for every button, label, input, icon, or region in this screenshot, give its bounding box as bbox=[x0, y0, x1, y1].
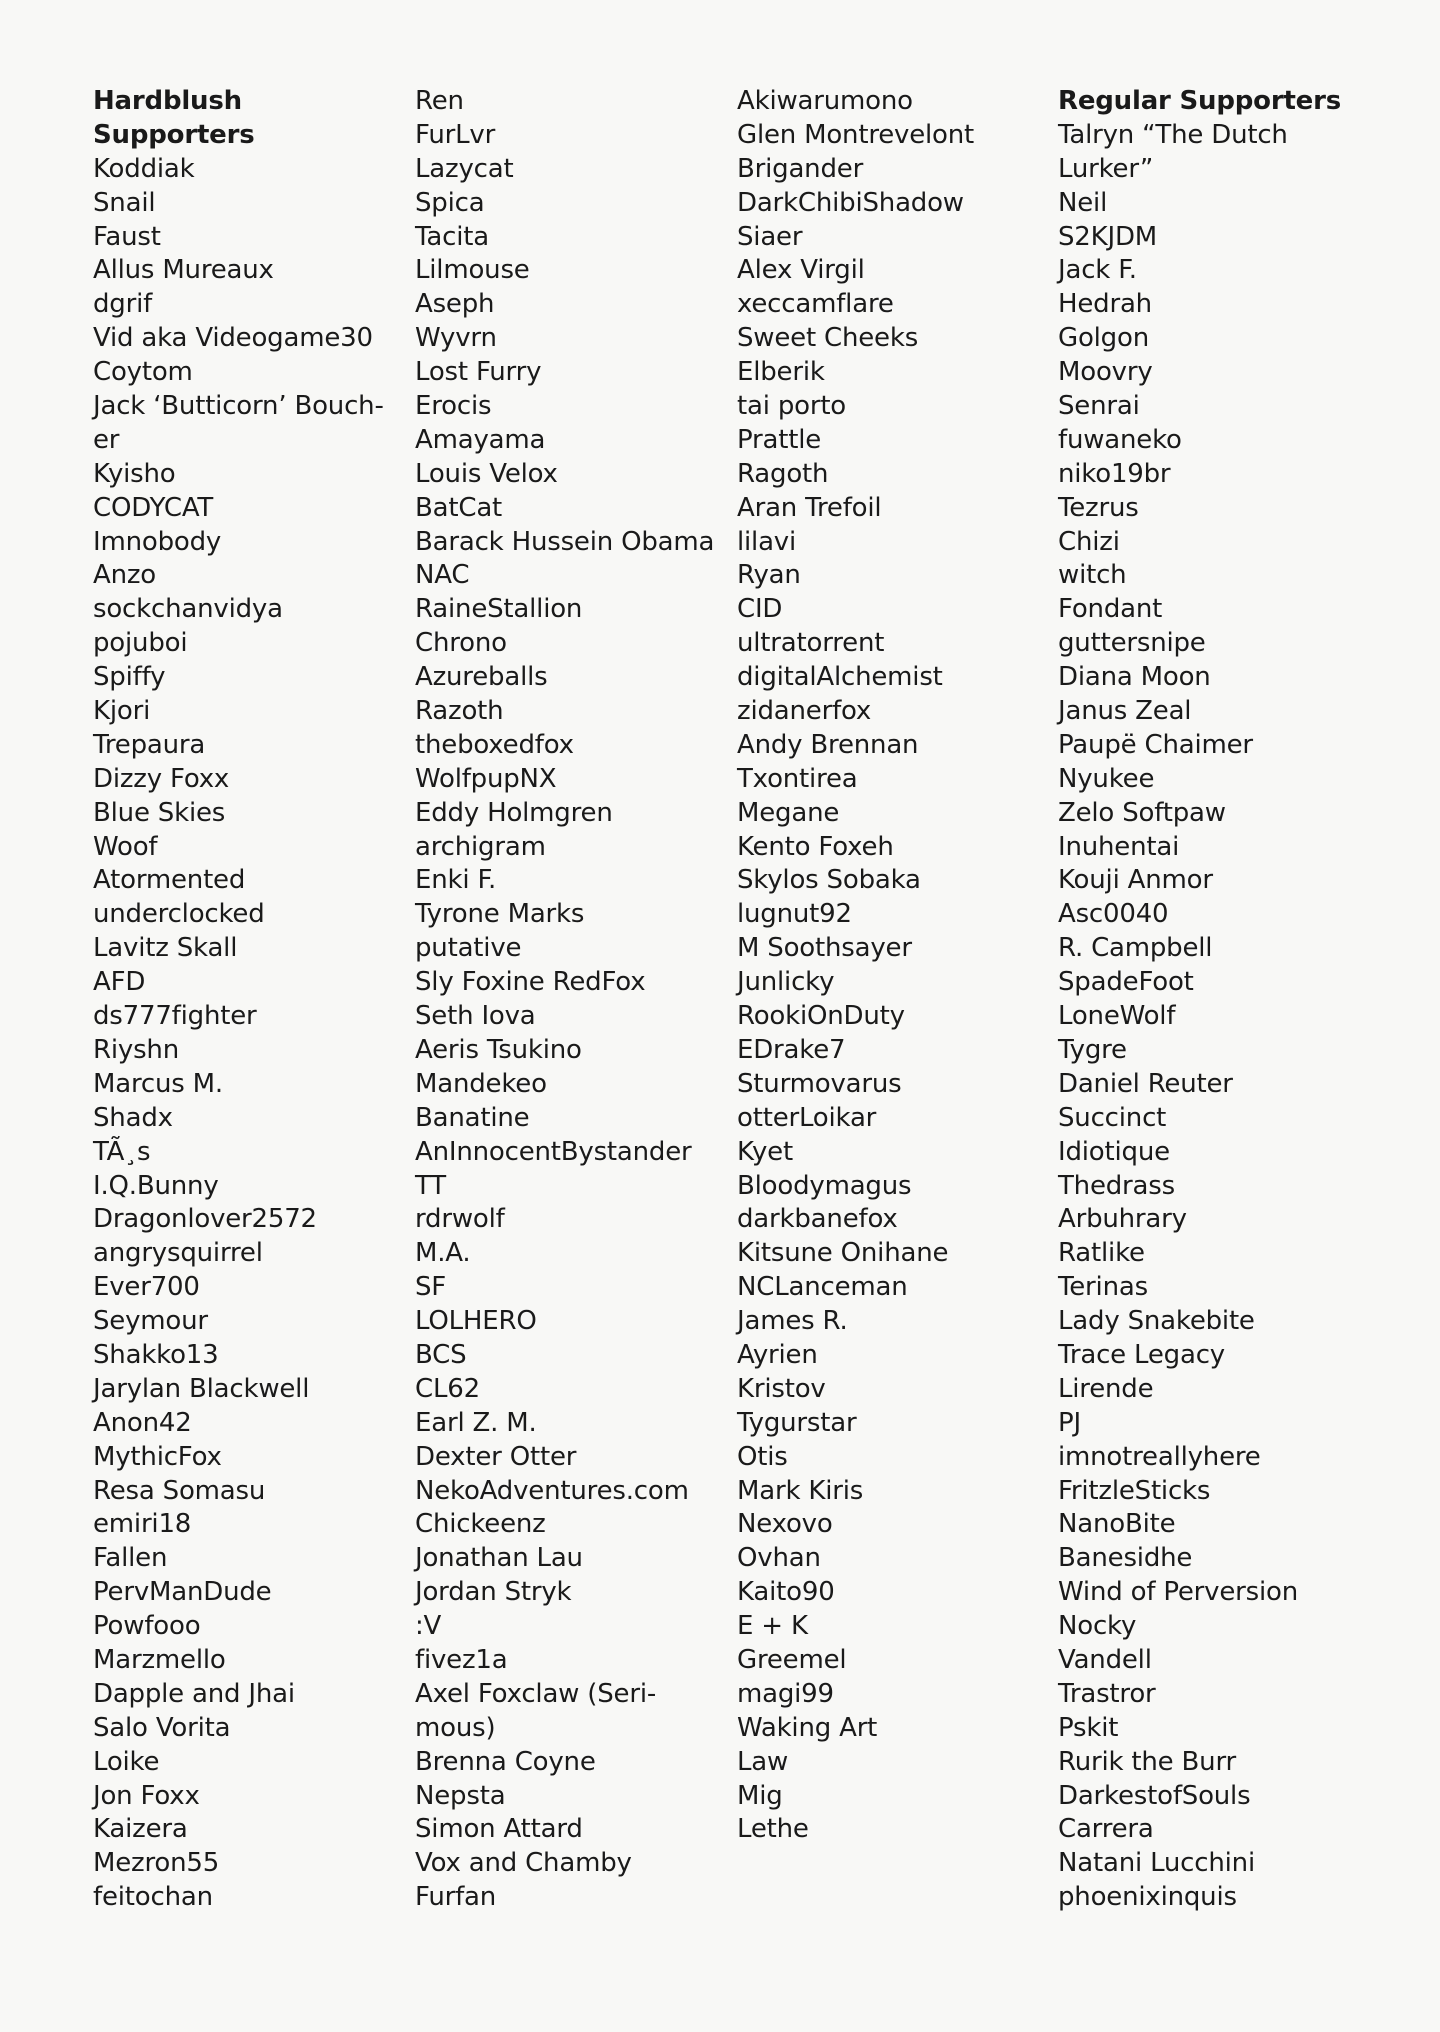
supporter-name: Prattle bbox=[737, 424, 822, 455]
supporter-name: Chizi bbox=[1058, 526, 1120, 557]
supporter-name: Wyvrn bbox=[415, 323, 497, 354]
supporter-name: Azureballs bbox=[415, 662, 548, 693]
supporter-name: :V bbox=[415, 1611, 442, 1642]
supporter-name: Golgon bbox=[1058, 323, 1149, 354]
supporter-name: S2KJDM bbox=[1058, 221, 1158, 252]
supporter-name: Law bbox=[737, 1746, 789, 1777]
supporter-name: AFD bbox=[93, 967, 146, 998]
supporter-name: MythicFox bbox=[93, 1441, 222, 1472]
supporter-name: Banatine bbox=[415, 1102, 530, 1133]
supporters-column-2 bbox=[415, 85, 725, 1915]
supporter-name: Inuhentai bbox=[1058, 831, 1180, 862]
supporter-name: Woof bbox=[93, 831, 158, 862]
supporter-name: Earl Z. M. bbox=[415, 1407, 537, 1438]
supporter-name: Daniel Reuter bbox=[1058, 1068, 1233, 1099]
supporter-name: FritzleSticks bbox=[1058, 1475, 1211, 1506]
supporter-name: Lavitz Skall bbox=[93, 933, 238, 964]
supporter-name: digitalAlchemist bbox=[737, 662, 943, 693]
supporter-name: Siaer bbox=[737, 221, 803, 252]
supporter-name: darkbanefox bbox=[737, 1204, 898, 1235]
supporter-name: Brigander bbox=[737, 153, 864, 184]
supporter-name: Razoth bbox=[415, 696, 504, 727]
supporter-name: Jon Foxx bbox=[93, 1780, 200, 1811]
supporter-name: Shakko13 bbox=[93, 1339, 219, 1370]
supporter-name: DarkChibiShadow bbox=[737, 187, 964, 218]
supporter-name: Marzmello bbox=[93, 1644, 226, 1675]
supporter-name: M.A. bbox=[415, 1238, 471, 1269]
supporter-name: Sweet Cheeks bbox=[737, 323, 919, 354]
supporter-name: Dizzy Foxx bbox=[93, 763, 230, 794]
supporter-name: Simon Attard bbox=[415, 1814, 583, 1845]
supporter-name: NekoAdventures.com bbox=[415, 1475, 689, 1506]
supporter-name: magi99 bbox=[737, 1678, 834, 1709]
supporter-name: Coytom bbox=[93, 357, 193, 388]
supporter-name: Imnobody bbox=[93, 526, 222, 557]
supporter-name: Txontirea bbox=[737, 763, 858, 794]
supporter-name: Vox and Chamby bbox=[415, 1848, 632, 1879]
supporter-name: Kjori bbox=[93, 696, 151, 727]
supporter-name: Lazycat bbox=[415, 153, 514, 184]
supporter-name: ultratorrent bbox=[737, 628, 885, 659]
supporter-name: Sly Foxine RedFox bbox=[415, 967, 646, 998]
supporter-name: angrysquirrel bbox=[93, 1238, 263, 1269]
supporter-name: Kitsune Onihane bbox=[737, 1238, 949, 1269]
supporter-name: DarkestofSouls bbox=[1058, 1780, 1251, 1811]
supporter-name: putative bbox=[415, 933, 522, 964]
supporter-name: Amayama bbox=[415, 424, 546, 455]
supporter-name: Fondant bbox=[1058, 594, 1163, 625]
supporter-name: Aseph bbox=[415, 289, 495, 320]
supporter-name: AnInnocentBystander bbox=[415, 1136, 692, 1167]
supporter-name: Greemel bbox=[737, 1644, 847, 1675]
supporter-name: Rurik the Burr bbox=[1058, 1746, 1236, 1777]
supporter-name: Alex Virgil bbox=[737, 255, 865, 286]
supporter-name: Ratlike bbox=[1058, 1238, 1145, 1269]
supporter-name: BatCat bbox=[415, 492, 503, 523]
supporters-column-1 bbox=[93, 85, 403, 1915]
supporter-name: phoenixinquis bbox=[1058, 1882, 1237, 1913]
supporter-name: Wind of Perversion bbox=[1058, 1577, 1298, 1608]
section-heading: Supporters bbox=[93, 119, 255, 150]
supporter-name: Nepsta bbox=[415, 1780, 506, 1811]
supporter-name: Jordan Stryk bbox=[415, 1577, 572, 1608]
supporter-name: James R. bbox=[737, 1306, 848, 1337]
supporter-name: Dapple and Jhai bbox=[93, 1678, 295, 1709]
supporter-name: Senrai bbox=[1058, 391, 1140, 422]
supporter-name: Thedrass bbox=[1058, 1170, 1175, 1201]
supporter-name: Shadx bbox=[93, 1102, 173, 1133]
supporter-name: Lost Furry bbox=[415, 357, 542, 388]
supporter-name: Lurker” bbox=[1058, 153, 1154, 184]
supporter-name: NCLanceman bbox=[737, 1272, 908, 1303]
supporter-name: WolfpupNX bbox=[415, 763, 557, 794]
supporter-name: Natani Lucchini bbox=[1058, 1848, 1255, 1879]
supporter-name: Ragoth bbox=[737, 458, 829, 489]
supporter-name: Trastror bbox=[1058, 1678, 1156, 1709]
supporter-name: Ever700 bbox=[93, 1272, 200, 1303]
supporter-name: TT bbox=[415, 1170, 446, 1201]
supporter-name: Axel Foxclaw (Seri- bbox=[415, 1678, 657, 1709]
supporter-name: Anzo bbox=[93, 560, 157, 591]
supporter-name: Barack Hussein Obama bbox=[415, 526, 715, 557]
supporter-name: Seymour bbox=[93, 1306, 208, 1337]
supporter-name: Zelo Softpaw bbox=[1058, 797, 1226, 828]
supporter-name: LoneWolf bbox=[1058, 1001, 1176, 1032]
supporter-name: Dragonlover2572 bbox=[93, 1204, 317, 1235]
supporter-name: Kento Foxeh bbox=[737, 831, 894, 862]
supporter-name: Snail bbox=[93, 187, 156, 218]
supporter-name: Junlicky bbox=[737, 967, 835, 998]
supporter-name: Blue Skies bbox=[93, 797, 226, 828]
supporter-name: Waking Art bbox=[737, 1712, 878, 1743]
supporter-name: Kaito90 bbox=[737, 1577, 835, 1608]
section-heading: Hardblush bbox=[93, 86, 242, 116]
supporter-name: Loike bbox=[93, 1746, 160, 1777]
supporter-name: Vid aka Videogame30 bbox=[93, 323, 373, 354]
supporter-name: Janus Zeal bbox=[1058, 696, 1192, 727]
supporter-name: dgrif bbox=[93, 289, 153, 320]
supporter-name: Jonathan Lau bbox=[415, 1543, 583, 1574]
supporter-name: RookiOnDuty bbox=[737, 1001, 905, 1032]
supporter-name: Nexovo bbox=[737, 1509, 833, 1540]
supporter-name: SpadeFoot bbox=[1058, 967, 1194, 998]
supporter-name: guttersnipe bbox=[1058, 628, 1206, 659]
supporter-name: Trace Legacy bbox=[1058, 1339, 1225, 1370]
supporter-name: Mezron55 bbox=[93, 1848, 220, 1879]
supporter-name: Enki F. bbox=[415, 865, 497, 896]
supporter-name: Aeris Tsukino bbox=[415, 1034, 582, 1065]
supporter-name: Dexter Otter bbox=[415, 1441, 577, 1472]
supporter-name: Eddy Holmgren bbox=[415, 797, 613, 828]
supporter-name: lilavi bbox=[737, 526, 797, 557]
supporter-name: R. Campbell bbox=[1058, 933, 1213, 964]
supporter-name: E + K bbox=[737, 1611, 808, 1642]
supporter-name: FurLvr bbox=[415, 119, 496, 150]
supporter-name: Nyukee bbox=[1058, 763, 1155, 794]
supporter-name: Talryn “The Dutch bbox=[1058, 119, 1288, 150]
supporters-column-4 bbox=[1058, 85, 1398, 1915]
supporter-name: Succinct bbox=[1058, 1102, 1167, 1133]
supporter-name: pojuboi bbox=[93, 628, 188, 659]
supporter-name: I.Q.Bunny bbox=[93, 1170, 219, 1201]
supporter-name: theboxedfox bbox=[415, 729, 574, 760]
supporter-name: Kouji Anmor bbox=[1058, 865, 1213, 896]
supporter-name: Sturmovarus bbox=[737, 1068, 902, 1099]
supporter-name: Kyisho bbox=[93, 458, 176, 489]
supporter-name: witch bbox=[1058, 560, 1127, 591]
supporter-name: Kyet bbox=[737, 1136, 793, 1167]
supporter-name: Lethe bbox=[737, 1814, 809, 1845]
supporter-name: Tezrus bbox=[1058, 492, 1139, 523]
supporter-name: Banesidhe bbox=[1058, 1543, 1193, 1574]
supporter-name: Jack F. bbox=[1058, 255, 1137, 286]
supporter-name: Spica bbox=[415, 187, 485, 218]
supporter-name: Furfan bbox=[415, 1882, 497, 1913]
supporters-column-3 bbox=[737, 85, 1047, 1847]
section-heading: Regular Supporters bbox=[1058, 86, 1342, 116]
supporter-name: Kaizera bbox=[93, 1814, 188, 1845]
supporter-name: Mig bbox=[737, 1780, 783, 1811]
supporter-name: mous) bbox=[415, 1712, 496, 1743]
supporter-name: BCS bbox=[415, 1339, 467, 1370]
supporter-name: Ovhan bbox=[737, 1543, 821, 1574]
supporter-name: Elberik bbox=[737, 357, 825, 388]
supporter-name: Asc0040 bbox=[1058, 899, 1169, 930]
supporter-name: sockchanvidya bbox=[93, 594, 283, 625]
supporter-name: Skylos Sobaka bbox=[737, 865, 921, 896]
supporter-name: PJ bbox=[1058, 1407, 1081, 1438]
supporter-name: Faust bbox=[93, 221, 161, 252]
supporter-name: Aran Trefoil bbox=[737, 492, 882, 523]
supporter-name: Lirende bbox=[1058, 1373, 1154, 1404]
supporter-name: fuwaneko bbox=[1058, 424, 1182, 455]
supporter-name: Fallen bbox=[93, 1543, 168, 1574]
supporter-name: imnotreallyhere bbox=[1058, 1441, 1261, 1472]
supporter-name: Idiotique bbox=[1058, 1136, 1170, 1167]
supporter-name: zidanerfox bbox=[737, 696, 872, 727]
supporter-name: Nocky bbox=[1058, 1611, 1137, 1642]
supporter-name: NanoBite bbox=[1058, 1509, 1176, 1540]
supporter-name: emiri18 bbox=[93, 1509, 192, 1540]
supporter-name: Seth Iova bbox=[415, 1001, 536, 1032]
supporter-name: feitochan bbox=[93, 1882, 213, 1913]
supporter-name: Jarylan Blackwell bbox=[93, 1373, 310, 1404]
supporter-name: LOLHERO bbox=[415, 1306, 537, 1337]
supporter-name: Spiffy bbox=[93, 662, 166, 693]
supporter-name: Otis bbox=[737, 1441, 788, 1472]
supporter-name: EDrake7 bbox=[737, 1034, 846, 1065]
supporter-name: Mark Kiris bbox=[737, 1475, 864, 1506]
supporter-name: Carrera bbox=[1058, 1814, 1154, 1845]
supporter-name: Ren bbox=[415, 86, 464, 116]
supporter-name: Lilmouse bbox=[415, 255, 530, 286]
supporter-name: TÃ¸s bbox=[93, 1136, 151, 1167]
supporter-name: Vandell bbox=[1058, 1644, 1152, 1675]
supporter-name: Megane bbox=[737, 797, 840, 828]
supporter-name: Tacita bbox=[415, 221, 489, 252]
supporter-name: Glen Montrevelont bbox=[737, 119, 975, 150]
supporter-name: Riyshn bbox=[93, 1034, 179, 1065]
supporter-name: Chrono bbox=[415, 628, 507, 659]
supporter-name: Ryan bbox=[737, 560, 801, 591]
supporter-name: NAC bbox=[415, 560, 470, 591]
supporter-name: otterLoikar bbox=[737, 1102, 877, 1133]
supporter-name: Tygurstar bbox=[737, 1407, 857, 1438]
supporter-name: Atormented bbox=[93, 865, 246, 896]
supporter-name: Tyrone Marks bbox=[415, 899, 585, 930]
supporter-name: Andy Brennan bbox=[737, 729, 919, 760]
supporter-name: Diana Moon bbox=[1058, 662, 1211, 693]
supporter-name: CL62 bbox=[415, 1373, 480, 1404]
supporter-name: archigram bbox=[415, 831, 546, 862]
supporter-name: RaineStallion bbox=[415, 594, 583, 625]
supporter-name: Salo Vorita bbox=[93, 1712, 231, 1743]
supporter-name: SF bbox=[415, 1272, 447, 1303]
supporter-name: Resa Somasu bbox=[93, 1475, 266, 1506]
supporter-name: Kristov bbox=[737, 1373, 826, 1404]
supporter-name: Louis Velox bbox=[415, 458, 558, 489]
supporter-name: Paupë Chaimer bbox=[1058, 729, 1253, 760]
supporter-name: Akiwarumono bbox=[737, 86, 913, 116]
supporter-name: Anon42 bbox=[93, 1407, 192, 1438]
supporter-name: Ayrien bbox=[737, 1339, 818, 1370]
supporter-name: xeccamflare bbox=[737, 289, 894, 320]
supporter-name: Lady Snakebite bbox=[1058, 1306, 1255, 1337]
supporter-name: CODYCAT bbox=[93, 492, 214, 523]
supporter-name: PervManDude bbox=[93, 1577, 272, 1608]
supporter-name: Jack ‘Butticorn’ Bouch- bbox=[93, 391, 384, 422]
supporter-name: Chickeenz bbox=[415, 1509, 546, 1540]
supporter-name: rdrwolf bbox=[415, 1204, 505, 1235]
supporter-name: Trepaura bbox=[93, 729, 206, 760]
supporter-name: underclocked bbox=[93, 899, 265, 930]
supporter-name: Tygre bbox=[1058, 1034, 1127, 1065]
supporter-name: Pskit bbox=[1058, 1712, 1119, 1743]
supporter-name: Neil bbox=[1058, 187, 1108, 218]
supporter-name: Mandekeo bbox=[415, 1068, 547, 1099]
supporter-name: Brenna Coyne bbox=[415, 1746, 596, 1777]
supporter-name: Koddiak bbox=[93, 153, 195, 184]
supporter-name: fivez1a bbox=[415, 1644, 508, 1675]
supporter-name: lugnut92 bbox=[737, 899, 852, 930]
supporter-name: er bbox=[93, 424, 120, 455]
supporter-name: Arbuhrary bbox=[1058, 1204, 1187, 1235]
supporter-name: Powfooo bbox=[93, 1611, 201, 1642]
supporter-name: tai porto bbox=[737, 391, 847, 422]
supporter-name: Hedrah bbox=[1058, 289, 1152, 320]
supporter-name: CID bbox=[737, 594, 783, 625]
supporter-name: Terinas bbox=[1058, 1272, 1148, 1303]
supporter-name: Marcus M. bbox=[93, 1068, 223, 1099]
supporter-name: Moovry bbox=[1058, 357, 1153, 388]
supporter-name: Bloodymagus bbox=[737, 1170, 912, 1201]
supporter-name: ds777fighter bbox=[93, 1001, 257, 1032]
supporter-name: Allus Mureaux bbox=[93, 255, 274, 286]
supporter-name: M Soothsayer bbox=[737, 933, 912, 964]
supporter-name: niko19br bbox=[1058, 458, 1171, 489]
supporter-name: Erocis bbox=[415, 391, 492, 422]
